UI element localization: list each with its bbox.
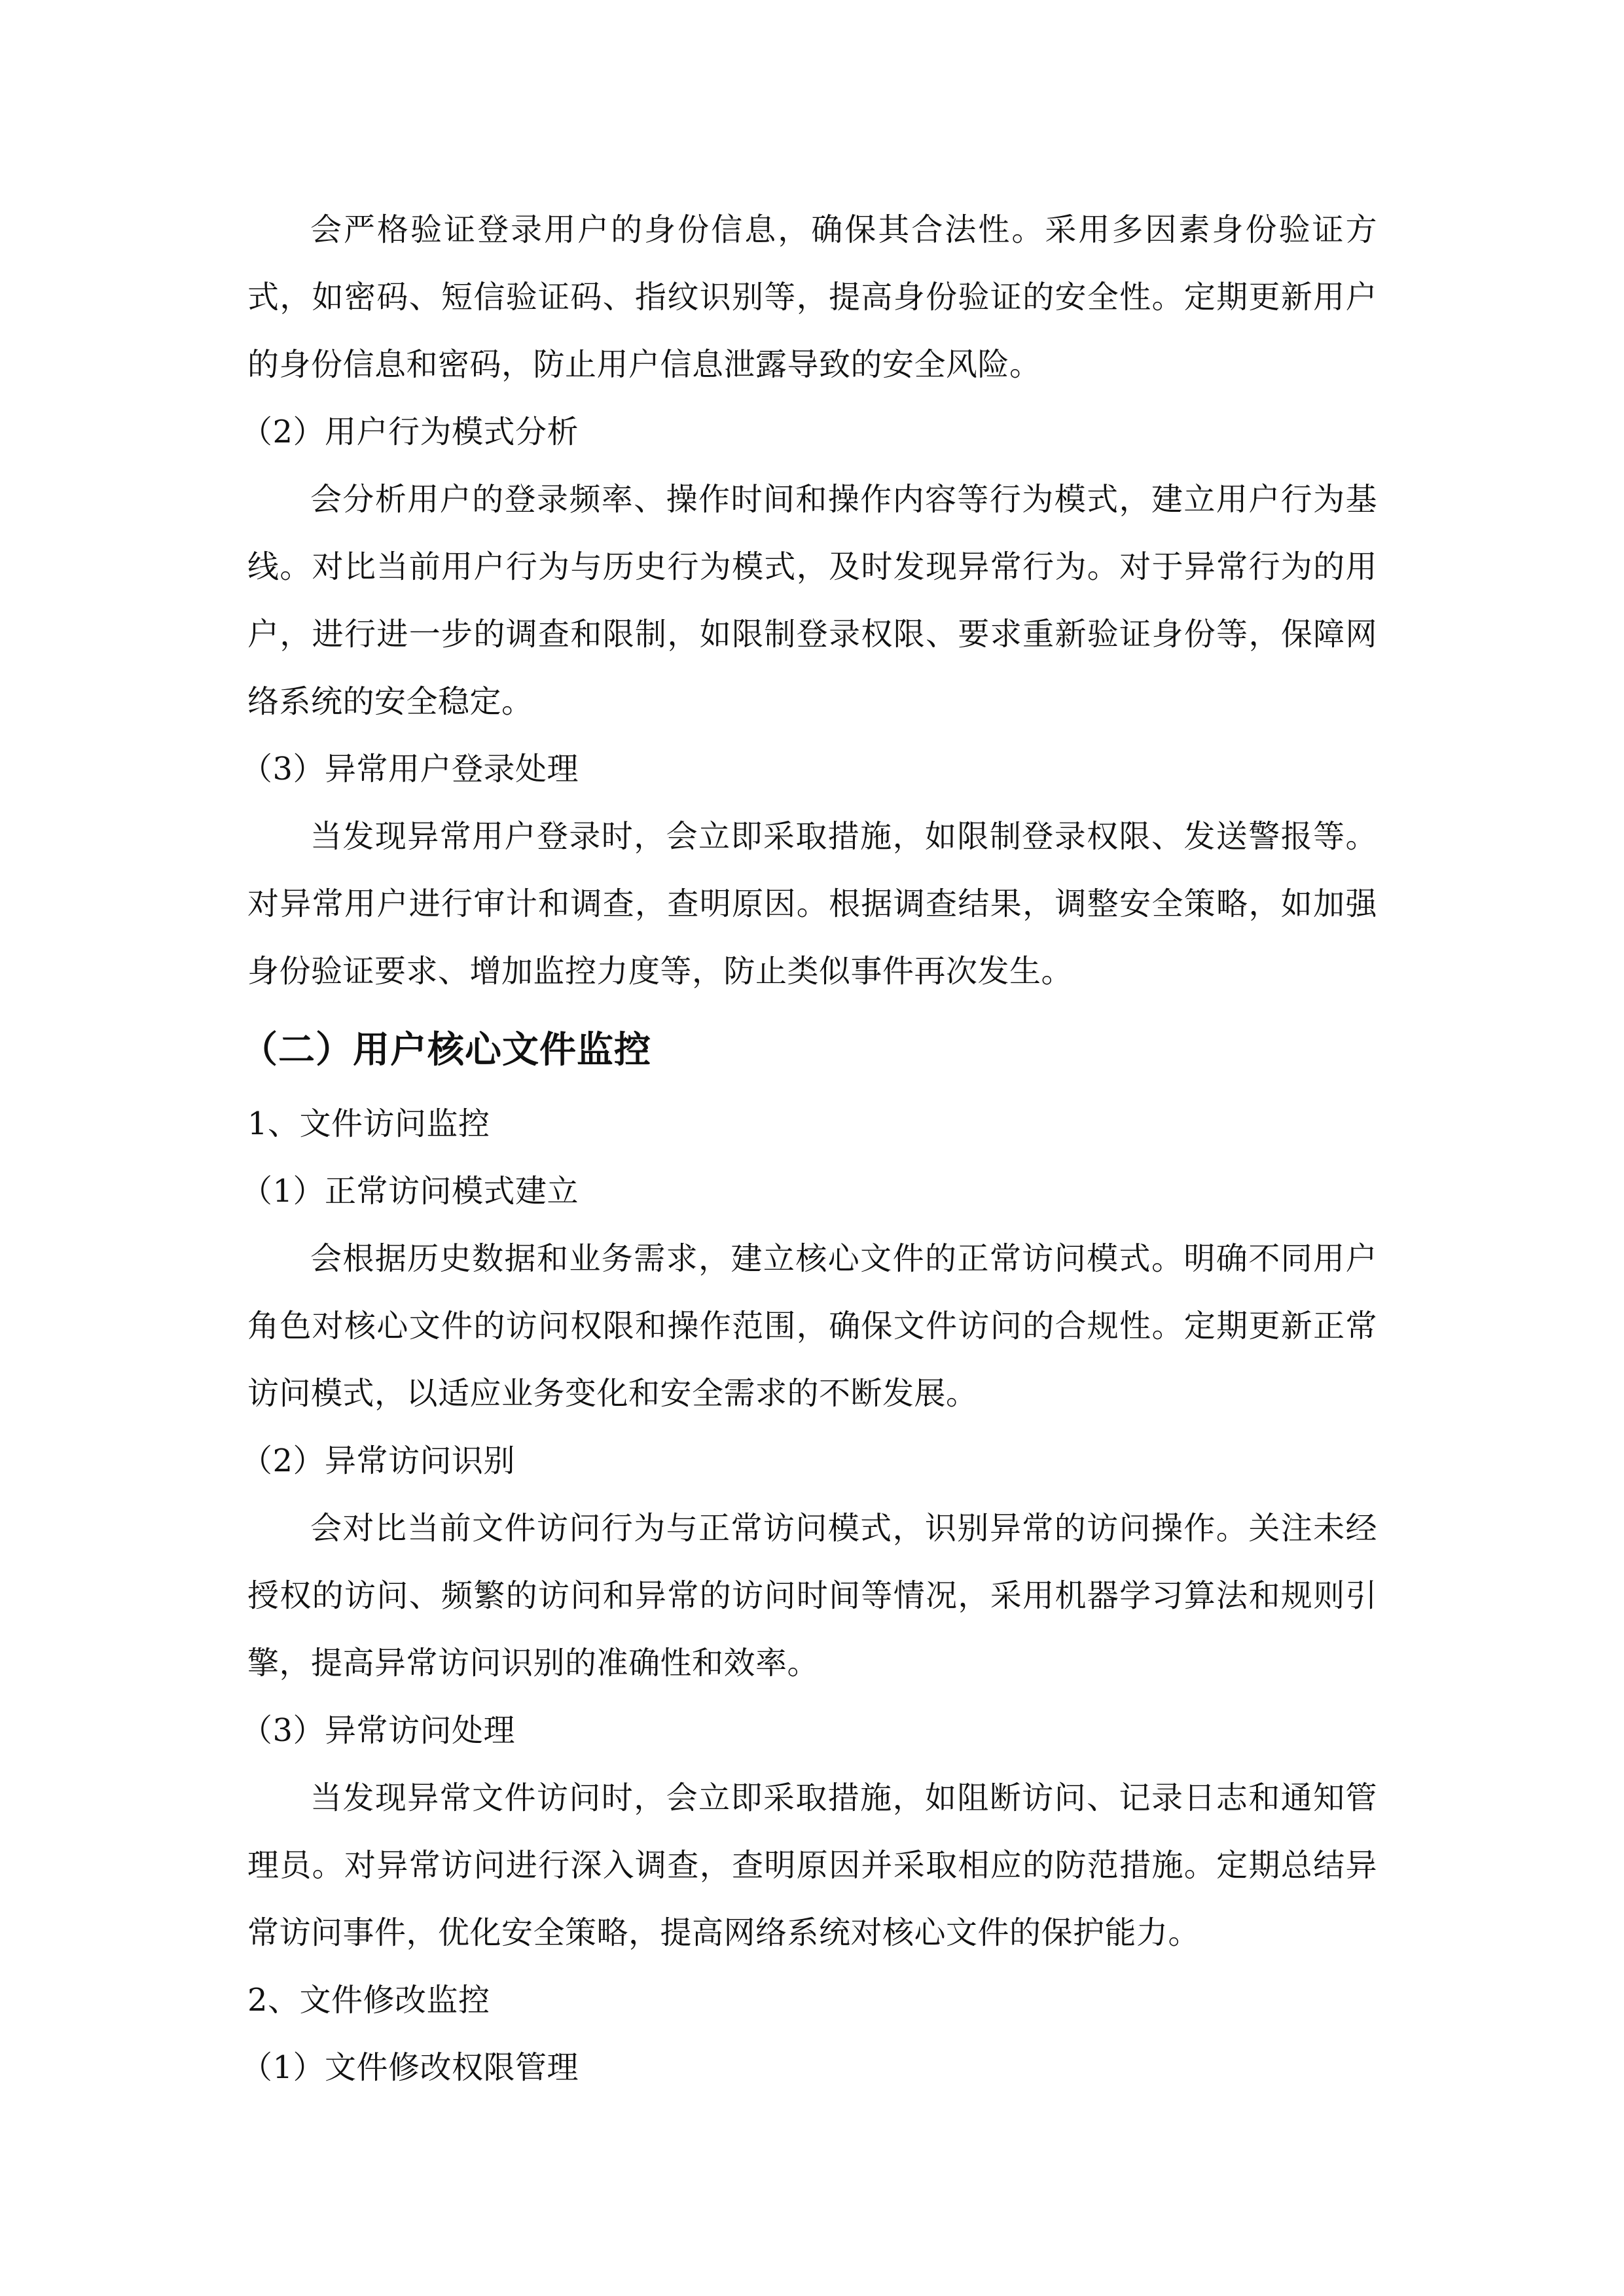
subheading-abnormal-access-identification: （2）异常访问识别 — [241, 1443, 516, 1479]
subheading-user-behavior-analysis: （2）用户行为模式分析 — [241, 414, 579, 450]
paragraph-user-behavior-analysis: 会分析用户的登录频率、操作时间和操作内容等行为模式，建立用户行为基线。对比当前用户行为与历史行为模式，及时发现异常行为。对于异常行为的用户，进行进一步的调查和限制，如限制登录权限、要求重新验证身份等，保障网络系统的安全稳定。 — [247, 481, 1377, 720]
subheading-file-modification-permission: （1）文件修改权限管理 — [241, 2049, 579, 2086]
document-body — [241, 196, 1377, 2102]
paragraph-abnormal-login-handling: 当发现异常用户登录时，会立即采取措施，如限制登录权限、发送警报等。对异常用户进行审计和调查，查明原因。根据调查结果，调整安全策略，如加强身份验证要求、增加监控力度等，防止类似事件再次发生。 — [247, 818, 1377, 990]
subheading-abnormal-login-handling: （3）异常用户登录处理 — [241, 751, 579, 787]
paragraph-identity-verification: 会严格验证登录用户的身份信息，确保其合法性。采用多因素身份验证方式，如密码、短信验证码、指纹识别等，提高身份验证的安全性。定期更新用户的身份信息和密码，防止用户信息泄露导致的安全风险。 — [247, 211, 1377, 383]
section-heading-core-file-monitoring: （二）用户核心文件监控 — [241, 1028, 651, 1071]
paragraph-abnormal-access-identification: 会对比当前文件访问行为与正常访问模式，识别异常的访问操作。关注未经授权的访问、频繁的访问和异常的访问时间等情况，采用机器学习算法和规则引擎，提高异常访问识别的准确性和效率。 — [247, 1510, 1377, 1681]
subheading-abnormal-access-handling: （3）异常访问处理 — [241, 1712, 516, 1749]
heading-file-modification-monitoring: 2、文件修改监控 — [247, 1982, 490, 2018]
paragraph-abnormal-access-handling: 当发现异常文件访问时，会立即采取措施，如阻断访问、记录日志和通知管理员。对异常访问进行深入调查，查明原因并采取相应的防范措施。定期总结异常访问事件，优化安全策略，提高网络系统对核心文件的保护能力。 — [247, 1780, 1377, 1951]
subheading-normal-access-pattern: （1）正常访问模式建立 — [241, 1173, 579, 1210]
heading-file-access-monitoring: 1、文件访问监控 — [247, 1105, 490, 1142]
paragraph-normal-access-pattern: 会根据历史数据和业务需求，建立核心文件的正常访问模式。明确不同用户角色对核心文件的访问权限和操作范围，确保文件访问的合规性。定期更新正常访问模式，以适应业务变化和安全需求的不断发展。 — [247, 1240, 1377, 1412]
